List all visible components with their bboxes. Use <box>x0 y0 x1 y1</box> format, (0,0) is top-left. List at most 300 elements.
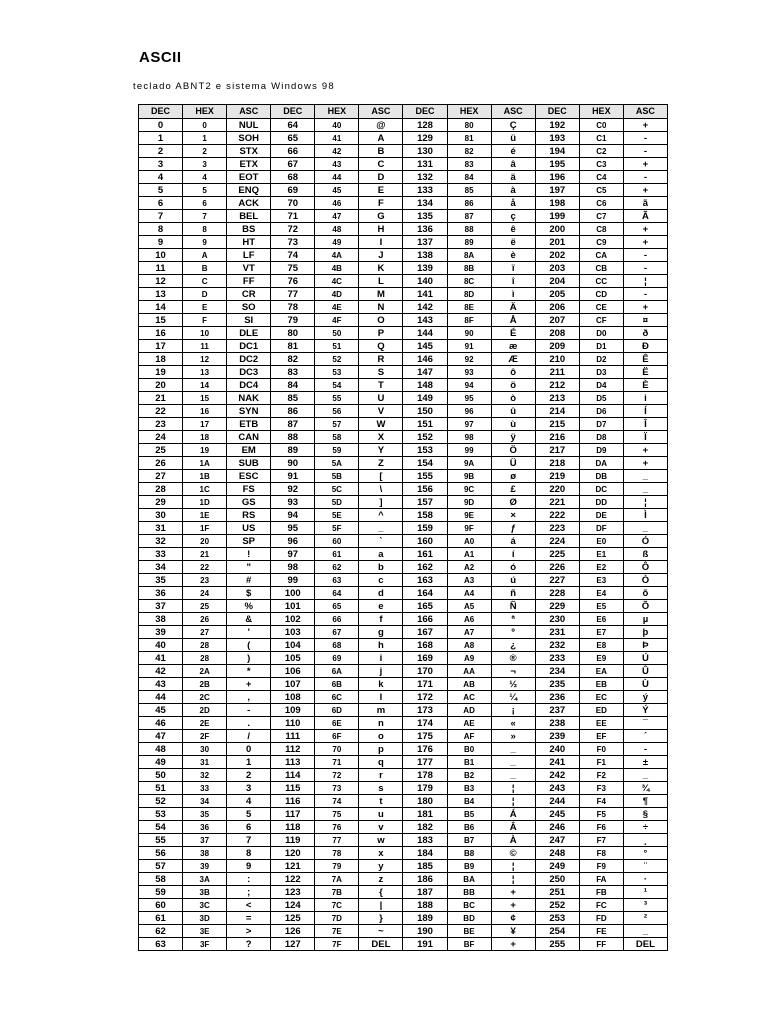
asc-cell: ò <box>491 392 535 405</box>
dec-cell: 118 <box>271 821 315 834</box>
dec-cell: 255 <box>535 938 579 951</box>
hex-cell: 5F <box>315 522 359 535</box>
hex-cell: 54 <box>315 379 359 392</box>
asc-cell: , <box>227 691 271 704</box>
hex-cell: 15 <box>183 392 227 405</box>
dec-cell: 191 <box>403 938 447 951</box>
asc-cell: ð <box>623 327 667 340</box>
dec-cell: 218 <box>535 457 579 470</box>
dec-cell: 197 <box>535 184 579 197</box>
dec-cell: 147 <box>403 366 447 379</box>
asc-cell: b <box>359 561 403 574</box>
asc-cell: Z <box>359 457 403 470</box>
asc-cell: Ê <box>623 353 667 366</box>
column-header: DEC <box>271 105 315 119</box>
hex-cell: 7A <box>315 873 359 886</box>
hex-cell: 52 <box>315 353 359 366</box>
dec-cell: 151 <box>403 418 447 431</box>
hex-cell: C0 <box>579 119 623 132</box>
hex-cell: 55 <box>315 392 359 405</box>
hex-cell: B1 <box>447 756 491 769</box>
asc-cell: ^ <box>359 509 403 522</box>
asc-cell: ª <box>491 613 535 626</box>
hex-cell: D3 <box>579 366 623 379</box>
hex-cell: 47 <box>315 210 359 223</box>
hex-cell: 11 <box>183 340 227 353</box>
dec-cell: 156 <box>403 483 447 496</box>
dec-cell: 163 <box>403 574 447 587</box>
dec-cell: 248 <box>535 847 579 860</box>
asc-cell: _ <box>623 769 667 782</box>
dec-cell: 152 <box>403 431 447 444</box>
dec-cell: 81 <box>271 340 315 353</box>
asc-cell: ¦ <box>491 782 535 795</box>
dec-cell: 64 <box>271 119 315 132</box>
asc-cell: / <box>227 730 271 743</box>
dec-cell: 73 <box>271 236 315 249</box>
dec-cell: 4 <box>139 171 183 184</box>
hex-cell: E4 <box>579 587 623 600</box>
table-body <box>139 119 668 951</box>
dec-cell: 17 <box>139 340 183 353</box>
hex-cell: 28 <box>183 639 227 652</box>
dec-cell: 162 <box>403 561 447 574</box>
hex-cell: FD <box>579 912 623 925</box>
asc-cell: _ <box>623 483 667 496</box>
dec-cell: 107 <box>271 678 315 691</box>
hex-cell: 83 <box>447 158 491 171</box>
asc-cell: % <box>227 600 271 613</box>
asc-cell: Û <box>623 665 667 678</box>
asc-cell: SOH <box>227 132 271 145</box>
hex-cell: 38 <box>183 847 227 860</box>
dec-cell: 84 <box>271 379 315 392</box>
dec-cell: 72 <box>271 223 315 236</box>
asc-cell: K <box>359 262 403 275</box>
asc-cell: 4 <box>227 795 271 808</box>
asc-cell: í <box>491 548 535 561</box>
dec-cell: 235 <box>535 678 579 691</box>
asc-cell: _ <box>623 470 667 483</box>
hex-cell: 4E <box>315 301 359 314</box>
asc-cell: ' <box>227 626 271 639</box>
dec-cell: 92 <box>271 483 315 496</box>
hex-cell: 46 <box>315 197 359 210</box>
dec-cell: 63 <box>139 938 183 951</box>
hex-cell: 9F <box>447 522 491 535</box>
asc-cell: BS <box>227 223 271 236</box>
asc-cell: ô <box>491 366 535 379</box>
hex-cell: 80 <box>447 119 491 132</box>
asc-cell: ¡ <box>491 704 535 717</box>
asc-cell: ! <box>227 548 271 561</box>
hex-cell: 72 <box>315 769 359 782</box>
hex-cell: 6 <box>183 197 227 210</box>
hex-cell: C1 <box>579 132 623 145</box>
asc-cell: À <box>491 834 535 847</box>
dec-cell: 38 <box>139 613 183 626</box>
table-row <box>139 275 668 288</box>
table-row <box>139 184 668 197</box>
dec-cell: 230 <box>535 613 579 626</box>
dec-cell: 222 <box>535 509 579 522</box>
hex-cell: EF <box>579 730 623 743</box>
hex-cell: 62 <box>315 561 359 574</box>
dec-cell: 115 <box>271 782 315 795</box>
hex-cell: 20 <box>183 535 227 548</box>
dec-cell: 87 <box>271 418 315 431</box>
hex-cell: 21 <box>183 548 227 561</box>
dec-cell: 29 <box>139 496 183 509</box>
dec-cell: 50 <box>139 769 183 782</box>
dec-cell: 9 <box>139 236 183 249</box>
dec-cell: 213 <box>535 392 579 405</box>
dec-cell: 51 <box>139 782 183 795</box>
hex-cell: C5 <box>579 184 623 197</box>
hex-cell: B3 <box>447 782 491 795</box>
asc-cell: $ <box>227 587 271 600</box>
dec-cell: 160 <box>403 535 447 548</box>
hex-cell: E0 <box>579 535 623 548</box>
dec-cell: 250 <box>535 873 579 886</box>
column-header: HEX <box>579 105 623 119</box>
asc-cell: R <box>359 353 403 366</box>
hex-cell: 1B <box>183 470 227 483</box>
hex-cell: E1 <box>579 548 623 561</box>
hex-cell: CC <box>579 275 623 288</box>
asc-cell: < <box>227 899 271 912</box>
dec-cell: 35 <box>139 574 183 587</box>
dec-cell: 128 <box>403 119 447 132</box>
asc-cell: Ñ <box>491 600 535 613</box>
asc-cell: æ <box>491 340 535 353</box>
hex-cell: A <box>183 249 227 262</box>
dec-cell: 220 <box>535 483 579 496</box>
asc-cell: â <box>491 158 535 171</box>
asc-cell: ( <box>227 639 271 652</box>
dec-cell: 210 <box>535 353 579 366</box>
asc-cell: o <box>359 730 403 743</box>
table-row <box>139 470 668 483</box>
asc-cell: ¦ <box>623 496 667 509</box>
dec-cell: 224 <box>535 535 579 548</box>
asc-cell: - <box>227 704 271 717</box>
asc-cell: Ù <box>623 678 667 691</box>
hex-cell: 4B <box>315 262 359 275</box>
hex-cell: C6 <box>579 197 623 210</box>
asc-cell: y <box>359 860 403 873</box>
hex-cell: 3B <box>183 886 227 899</box>
hex-cell: 4D <box>315 288 359 301</box>
table-row <box>139 691 668 704</box>
dec-cell: 190 <box>403 925 447 938</box>
dec-cell: 234 <box>535 665 579 678</box>
asc-cell: & <box>227 613 271 626</box>
asc-cell: ì <box>491 288 535 301</box>
dec-cell: 203 <box>535 262 579 275</box>
asc-cell: NAK <box>227 392 271 405</box>
dec-cell: 226 <box>535 561 579 574</box>
dec-cell: 184 <box>403 847 447 860</box>
table-row <box>139 262 668 275</box>
asc-cell: Ç <box>491 119 535 132</box>
hex-cell: 5E <box>315 509 359 522</box>
dec-cell: 48 <box>139 743 183 756</box>
dec-cell: 119 <box>271 834 315 847</box>
hex-cell: 79 <box>315 860 359 873</box>
asc-cell: ï <box>491 262 535 275</box>
table-row <box>139 704 668 717</box>
dec-cell: 109 <box>271 704 315 717</box>
dec-cell: 139 <box>403 262 447 275</box>
asc-cell: CAN <box>227 431 271 444</box>
asc-cell: ¶ <box>623 795 667 808</box>
dec-cell: 7 <box>139 210 183 223</box>
asc-cell: LF <box>227 249 271 262</box>
dec-cell: 21 <box>139 392 183 405</box>
hex-cell: 9A <box>447 457 491 470</box>
dec-cell: 127 <box>271 938 315 951</box>
hex-cell: CA <box>579 249 623 262</box>
hex-cell: 9D <box>447 496 491 509</box>
asc-cell: DEL <box>623 938 667 951</box>
column-header: HEX <box>315 105 359 119</box>
hex-cell: 32 <box>183 769 227 782</box>
dec-cell: 208 <box>535 327 579 340</box>
dec-cell: 114 <box>271 769 315 782</box>
dec-cell: 223 <box>535 522 579 535</box>
asc-cell: ² <box>623 912 667 925</box>
dec-cell: 5 <box>139 184 183 197</box>
dec-cell: 32 <box>139 535 183 548</box>
asc-cell: = <box>227 912 271 925</box>
dec-cell: 80 <box>271 327 315 340</box>
hex-cell: C2 <box>579 145 623 158</box>
asc-cell: Æ <box>491 353 535 366</box>
dec-cell: 79 <box>271 314 315 327</box>
table-row <box>139 405 668 418</box>
table-row <box>139 197 668 210</box>
asc-cell: W <box>359 418 403 431</box>
dec-cell: 177 <box>403 756 447 769</box>
asc-cell: É <box>491 327 535 340</box>
table-row <box>139 509 668 522</box>
asc-cell: ¥ <box>491 925 535 938</box>
dec-cell: 199 <box>535 210 579 223</box>
asc-cell: Â <box>491 821 535 834</box>
asc-cell: « <box>491 717 535 730</box>
dec-cell: 103 <box>271 626 315 639</box>
column-header: DEC <box>535 105 579 119</box>
dec-cell: 148 <box>403 379 447 392</box>
dec-cell: 44 <box>139 691 183 704</box>
dec-cell: 74 <box>271 249 315 262</box>
asc-cell: SO <box>227 301 271 314</box>
asc-cell: j <box>359 665 403 678</box>
hex-cell: 84 <box>447 171 491 184</box>
asc-cell: · <box>623 873 667 886</box>
hex-cell: BE <box>447 925 491 938</box>
dec-cell: 59 <box>139 886 183 899</box>
hex-cell: 7E <box>315 925 359 938</box>
dec-cell: 117 <box>271 808 315 821</box>
asc-cell: + <box>623 301 667 314</box>
asc-cell: { <box>359 886 403 899</box>
asc-cell: u <box>359 808 403 821</box>
dec-cell: 1 <box>139 132 183 145</box>
dec-cell: 216 <box>535 431 579 444</box>
dec-cell: 124 <box>271 899 315 912</box>
hex-cell: C3 <box>579 158 623 171</box>
dec-cell: 180 <box>403 795 447 808</box>
asc-cell: + <box>623 223 667 236</box>
dec-cell: 125 <box>271 912 315 925</box>
asc-cell: Ò <box>623 574 667 587</box>
dec-cell: 106 <box>271 665 315 678</box>
asc-cell: X <box>359 431 403 444</box>
asc-cell: Ï <box>623 431 667 444</box>
dec-cell: 41 <box>139 652 183 665</box>
dec-cell: 130 <box>403 145 447 158</box>
dec-cell: 178 <box>403 769 447 782</box>
dec-cell: 161 <box>403 548 447 561</box>
asc-cell: A <box>359 132 403 145</box>
asc-cell: > <box>227 925 271 938</box>
hex-cell: CE <box>579 301 623 314</box>
dec-cell: 0 <box>139 119 183 132</box>
hex-cell: BD <box>447 912 491 925</box>
asc-cell: DC4 <box>227 379 271 392</box>
dec-cell: 201 <box>535 236 579 249</box>
hex-cell: 81 <box>447 132 491 145</box>
hex-cell: 57 <box>315 418 359 431</box>
asc-cell: F <box>359 197 403 210</box>
hex-cell: 14 <box>183 379 227 392</box>
asc-cell: ` <box>359 535 403 548</box>
hex-cell: 3E <box>183 925 227 938</box>
hex-cell: 1E <box>183 509 227 522</box>
hex-cell: 1C <box>183 483 227 496</box>
dec-cell: 2 <box>139 145 183 158</box>
hex-cell: 7D <box>315 912 359 925</box>
table-row <box>139 873 668 886</box>
hex-cell: DE <box>579 509 623 522</box>
asc-cell: 6 <box>227 821 271 834</box>
hex-cell: 67 <box>315 626 359 639</box>
hex-cell: 22 <box>183 561 227 574</box>
hex-cell: 43 <box>315 158 359 171</box>
dec-cell: 239 <box>535 730 579 743</box>
asc-cell: Ë <box>623 366 667 379</box>
hex-cell: CB <box>579 262 623 275</box>
table-row <box>139 327 668 340</box>
asc-cell: Å <box>491 314 535 327</box>
table-row <box>139 171 668 184</box>
asc-cell: ¬ <box>491 665 535 678</box>
table-row <box>139 418 668 431</box>
table-row <box>139 314 668 327</box>
hex-cell: 1A <box>183 457 227 470</box>
asc-cell: á <box>491 535 535 548</box>
hex-cell: C7 <box>579 210 623 223</box>
asc-cell: - <box>623 249 667 262</box>
dec-cell: 30 <box>139 509 183 522</box>
asc-cell: z <box>359 873 403 886</box>
dec-cell: 58 <box>139 873 183 886</box>
hex-cell: FB <box>579 886 623 899</box>
asc-cell: } <box>359 912 403 925</box>
table-row <box>139 301 668 314</box>
dec-cell: 14 <box>139 301 183 314</box>
dec-cell: 60 <box>139 899 183 912</box>
asc-cell: ® <box>491 652 535 665</box>
hex-cell: 3A <box>183 873 227 886</box>
column-header: HEX <box>447 105 491 119</box>
dec-cell: 207 <box>535 314 579 327</box>
hex-cell: CF <box>579 314 623 327</box>
dec-cell: 196 <box>535 171 579 184</box>
hex-cell: 13 <box>183 366 227 379</box>
dec-cell: 247 <box>535 834 579 847</box>
hex-cell: 85 <box>447 184 491 197</box>
dec-cell: 150 <box>403 405 447 418</box>
dec-cell: 209 <box>535 340 579 353</box>
dec-cell: 37 <box>139 600 183 613</box>
dec-cell: 18 <box>139 353 183 366</box>
hex-cell: F2 <box>579 769 623 782</box>
dec-cell: 99 <box>271 574 315 587</box>
asc-cell: Ü <box>491 457 535 470</box>
dec-cell: 236 <box>535 691 579 704</box>
dec-cell: 159 <box>403 522 447 535</box>
dec-cell: 69 <box>271 184 315 197</box>
asc-cell: Ð <box>623 340 667 353</box>
dec-cell: 94 <box>271 509 315 522</box>
dec-cell: 215 <box>535 418 579 431</box>
dec-cell: 175 <box>403 730 447 743</box>
dec-cell: 112 <box>271 743 315 756</box>
asc-cell: ã <box>623 197 667 210</box>
table-row <box>139 210 668 223</box>
hex-cell: 50 <box>315 327 359 340</box>
table-row <box>139 730 668 743</box>
table-row <box>139 795 668 808</box>
dec-cell: 181 <box>403 808 447 821</box>
hex-cell: 10 <box>183 327 227 340</box>
asc-cell: ÷ <box>623 821 667 834</box>
hex-cell: 74 <box>315 795 359 808</box>
asc-cell: | <box>359 899 403 912</box>
asc-cell: c <box>359 574 403 587</box>
dec-cell: 251 <box>535 886 579 899</box>
hex-cell: F8 <box>579 847 623 860</box>
table-row <box>139 756 668 769</box>
dec-cell: 136 <box>403 223 447 236</box>
table-header-row <box>139 105 668 119</box>
asc-cell: ƒ <box>491 522 535 535</box>
dec-cell: 53 <box>139 808 183 821</box>
table-row <box>139 652 668 665</box>
column-header: ASC <box>491 105 535 119</box>
dec-cell: 95 <box>271 522 315 535</box>
hex-cell: FC <box>579 899 623 912</box>
asc-cell: Î <box>623 418 667 431</box>
asc-cell: _ <box>491 769 535 782</box>
asc-cell: + <box>623 236 667 249</box>
asc-cell: ³ <box>623 899 667 912</box>
dec-cell: 179 <box>403 782 447 795</box>
dec-cell: 232 <box>535 639 579 652</box>
